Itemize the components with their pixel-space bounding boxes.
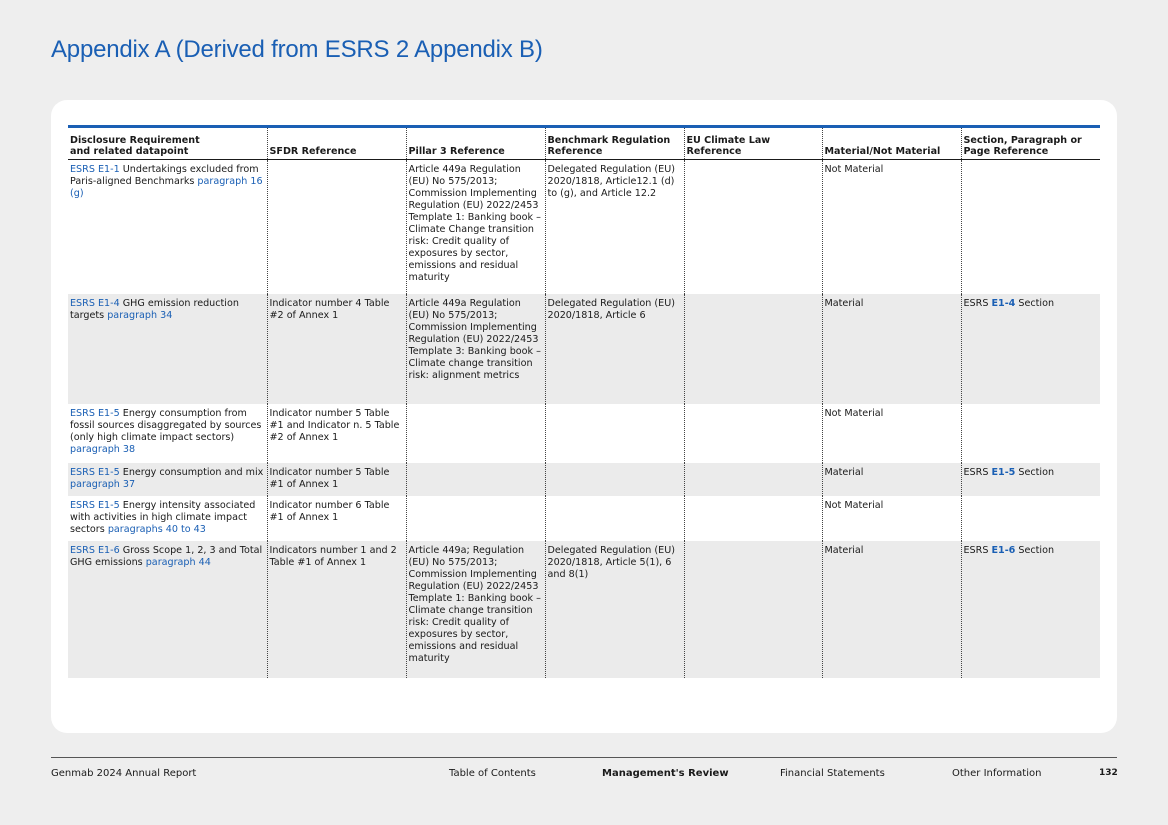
footer-link-table-of-contents[interactable]: Table of Contents — [449, 768, 536, 779]
esrs-code-link[interactable]: ESRS E1-6 — [70, 544, 120, 556]
benchmark-cell: Delegated Regulation (EU) 2020/1818, Article 5(1), 6 and 8(1) — [545, 541, 684, 678]
esrs-code-link[interactable]: ESRS E1-5 — [70, 499, 120, 511]
column-header: EU Climate Law Reference — [684, 127, 822, 160]
material-cell: Material — [822, 463, 961, 496]
table-row — [68, 294, 1100, 404]
climate-law-cell — [684, 404, 822, 463]
sfdr-cell: Indicator number 5 Table #1 of Annex 1 — [267, 463, 406, 496]
esrs-code-link[interactable]: ESRS E1-5 — [70, 407, 120, 419]
table-row — [68, 496, 1100, 541]
section-code-link[interactable]: E1-6 — [991, 544, 1016, 556]
benchmark-cell — [545, 463, 684, 496]
column-header: SFDR Reference — [267, 127, 406, 160]
benchmark-cell — [545, 496, 684, 541]
footer-divider — [51, 757, 1117, 758]
table-row — [68, 541, 1100, 678]
sfdr-cell — [267, 160, 406, 294]
sfdr-cell: Indicator number 5 Table #1 and Indicator n. 5 Table #2 of Annex 1 — [267, 404, 406, 463]
datapoint-cell: ESRS E1-6 Gross Scope 1, 2, 3 and Total GHG emissions paragraph 44 — [68, 541, 267, 678]
datapoint-cell: ESRS E1-1 Undertakings excluded from Paris-aligned Benchmarks paragraph 16 (g) — [68, 160, 267, 294]
section-code-link[interactable]: E1-5 — [991, 466, 1016, 478]
pillar3-cell — [406, 404, 545, 463]
section-cell: ESRS E1-5 Section — [961, 463, 1100, 496]
section-cell — [961, 160, 1100, 294]
column-header: Section, Paragraph or Page Reference — [961, 127, 1100, 160]
section-cell: ESRS E1-6 Section — [961, 541, 1100, 678]
climate-law-cell — [684, 541, 822, 678]
section-cell — [961, 496, 1100, 541]
footer-link-financial-statements[interactable]: Financial Statements — [780, 768, 885, 779]
section-code-link[interactable]: E1-4 — [991, 297, 1016, 309]
table-row — [68, 160, 1100, 294]
pillar3-cell — [406, 496, 545, 541]
material-cell: Material — [822, 541, 961, 678]
material-cell: Not Material — [822, 496, 961, 541]
footer-link-other-information[interactable]: Other Information — [952, 768, 1042, 779]
footer-report-name: Genmab 2024 Annual Report — [51, 768, 197, 779]
sfdr-cell: Indicator number 4 Table #2 of Annex 1 — [267, 294, 406, 404]
footer-link-managements-review[interactable]: Management's Review — [602, 768, 729, 779]
esrs-code-link[interactable]: ESRS E1-4 — [70, 297, 120, 309]
datapoint-cell: ESRS E1-5 Energy consumption and mix paragraph 37 — [68, 463, 267, 496]
section-cell: ESRS E1-4 Section — [961, 294, 1100, 404]
column-header: Disclosure Requirement and related datapoint — [68, 127, 267, 160]
pillar3-cell: Article 449a Regulation (EU) No 575/2013; Commission Implementing Regulation (EU) 2022/2453 Template 3: Banking book – Climate change transition risk: alignment metrics — [406, 294, 545, 404]
datapoint-cell: ESRS E1-5 Energy consumption from fossil sources disaggregated by sources (only high climate impact sectors) paragraph 38 — [68, 404, 267, 463]
paragraph-link[interactable]: paragraph 38 — [70, 443, 136, 455]
esrs-code-link[interactable]: ESRS E1-1 — [70, 164, 120, 175]
section-cell — [961, 404, 1100, 463]
climate-law-cell — [684, 463, 822, 496]
paragraph-link[interactable]: paragraph 34 — [107, 309, 173, 321]
column-header: Pillar 3 Reference — [406, 127, 545, 160]
material-cell: Not Material — [822, 160, 961, 294]
benchmark-cell: Delegated Regulation (EU) 2020/1818, Article12.1 (d) to (g), and Article 12.2 — [545, 160, 684, 294]
table-card — [51, 100, 1117, 733]
page-title: Appendix A (Derived from ESRS 2 Appendix B) — [51, 36, 543, 63]
pillar3-cell: Article 449a Regulation (EU) No 575/2013; Commission Implementing Regulation (EU) 2022/2453 Template 1: Banking book – Climate Change transition risk: Credit quality of exposures by sector, emissions and residual maturity — [406, 160, 545, 294]
table-row — [68, 404, 1100, 463]
page-number: 132 — [1099, 768, 1118, 778]
paragraph-link[interactable]: paragraph 37 — [70, 478, 136, 490]
climate-law-cell — [684, 294, 822, 404]
pillar3-cell: Article 449a; Regulation (EU) No 575/2013; Commission Implementing Regulation (EU) 2022/2453 Template 1: Banking book – Climate change transition risk: Credit quality of exposures by sector, emissions and residual maturity — [406, 541, 545, 678]
datapoint-cell: ESRS E1-5 Energy intensity associated with activities in high climate impact sectors paragraphs 40 to 43 — [68, 496, 267, 541]
datapoints-table — [68, 125, 1100, 678]
table-header-row — [68, 127, 1100, 160]
table-row — [68, 463, 1100, 496]
material-cell: Material — [822, 294, 961, 404]
climate-law-cell — [684, 496, 822, 541]
column-header: Benchmark Regulation Reference — [545, 127, 684, 160]
sfdr-cell: Indicator number 6 Table #1 of Annex 1 — [267, 496, 406, 541]
paragraph-link[interactable]: paragraph 44 — [145, 556, 211, 568]
benchmark-cell: Delegated Regulation (EU) 2020/1818, Article 6 — [545, 294, 684, 404]
esrs-code-link[interactable]: ESRS E1-5 — [70, 466, 120, 478]
benchmark-cell — [545, 404, 684, 463]
pillar3-cell — [406, 463, 545, 496]
paragraph-link[interactable]: paragraph 16 (g) — [70, 176, 263, 199]
climate-law-cell — [684, 160, 822, 294]
material-cell: Not Material — [822, 404, 961, 463]
datapoint-cell: ESRS E1-4 GHG emission reduction targets paragraph 34 — [68, 294, 267, 404]
sfdr-cell: Indicators number 1 and 2 Table #1 of Annex 1 — [267, 541, 406, 678]
paragraph-link[interactable]: paragraphs 40 to 43 — [107, 523, 206, 535]
column-header: Material/Not Material — [822, 127, 961, 160]
